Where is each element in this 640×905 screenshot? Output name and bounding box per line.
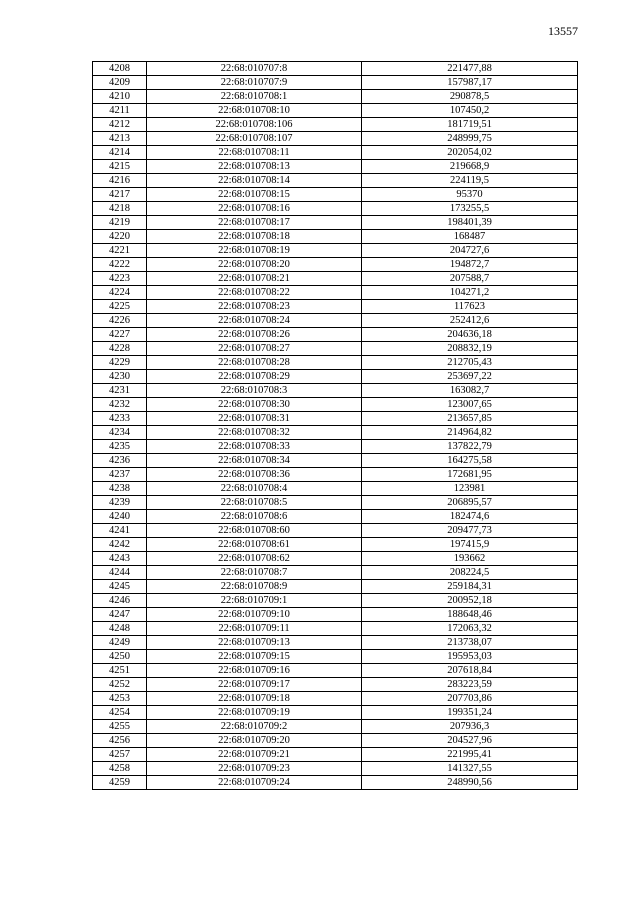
table-row xyxy=(93,580,578,594)
table-row xyxy=(93,174,578,188)
cadastral-value-cell: 224119,5 xyxy=(362,174,578,188)
cadastral-value-cell: 208224,5 xyxy=(362,566,578,580)
row-number-cell: 4222 xyxy=(93,258,147,272)
cadastral-value-cell: 172063,32 xyxy=(362,622,578,636)
cadastral-number-cell: 22:68:010708:10 xyxy=(147,104,362,118)
row-number-cell: 4225 xyxy=(93,300,147,314)
cadastral-value-cell: 221995,41 xyxy=(362,748,578,762)
cadastral-value-cell: 219668,9 xyxy=(362,160,578,174)
cadastral-value-cell: 200952,18 xyxy=(362,594,578,608)
cadastral-value-cell: 181719,51 xyxy=(362,118,578,132)
table-row xyxy=(93,62,578,76)
cadastral-value-cell: 137822,79 xyxy=(362,440,578,454)
table-row xyxy=(93,286,578,300)
cadastral-value-cell: 141327,55 xyxy=(362,762,578,776)
table-row xyxy=(93,160,578,174)
cadastral-value-cell: 206895,57 xyxy=(362,496,578,510)
cadastral-number-cell: 22:68:010708:9 xyxy=(147,580,362,594)
row-number-cell: 4224 xyxy=(93,286,147,300)
table-row xyxy=(93,734,578,748)
cadastral-number-cell: 22:68:010708:6 xyxy=(147,510,362,524)
cadastral-number-cell: 22:68:010709:21 xyxy=(147,748,362,762)
cadastral-number-cell: 22:68:010707:8 xyxy=(147,62,362,76)
table-row xyxy=(93,622,578,636)
cadastral-value-cell: 194872,7 xyxy=(362,258,578,272)
table-row xyxy=(93,328,578,342)
row-number-cell: 4216 xyxy=(93,174,147,188)
row-number-cell: 4214 xyxy=(93,146,147,160)
row-number-cell: 4233 xyxy=(93,412,147,426)
table-row xyxy=(93,202,578,216)
cadastral-number-cell: 22:68:010708:30 xyxy=(147,398,362,412)
cadastral-number-cell: 22:68:010708:4 xyxy=(147,482,362,496)
cadastral-number-cell: 22:68:010709:1 xyxy=(147,594,362,608)
cadastral-number-cell: 22:68:010708:33 xyxy=(147,440,362,454)
cadastral-value-cell: 193662 xyxy=(362,552,578,566)
row-number-cell: 4209 xyxy=(93,76,147,90)
row-number-cell: 4221 xyxy=(93,244,147,258)
row-number-cell: 4213 xyxy=(93,132,147,146)
cadastral-value-cell: 212705,43 xyxy=(362,356,578,370)
cadastral-value-cell: 207588,7 xyxy=(362,272,578,286)
cadastral-value-cell: 164275,58 xyxy=(362,454,578,468)
cadastral-number-cell: 22:68:010709:2 xyxy=(147,720,362,734)
row-number-cell: 4240 xyxy=(93,510,147,524)
cadastral-number-cell: 22:68:010709:11 xyxy=(147,622,362,636)
row-number-cell: 4232 xyxy=(93,398,147,412)
table-row xyxy=(93,720,578,734)
cadastral-value-cell: 290878,5 xyxy=(362,90,578,104)
row-number-cell: 4229 xyxy=(93,356,147,370)
cadastral-number-cell: 22:68:010708:31 xyxy=(147,412,362,426)
cadastral-value-cell: 198401,39 xyxy=(362,216,578,230)
table-row xyxy=(93,482,578,496)
cadastral-number-cell: 22:68:010708:62 xyxy=(147,552,362,566)
row-number-cell: 4257 xyxy=(93,748,147,762)
cadastral-number-cell: 22:68:010709:24 xyxy=(147,776,362,790)
row-number-cell: 4258 xyxy=(93,762,147,776)
table-row xyxy=(93,356,578,370)
cadastral-number-cell: 22:68:010709:23 xyxy=(147,762,362,776)
cadastral-value-cell: 214964,82 xyxy=(362,426,578,440)
cadastral-value-cell: 204527,96 xyxy=(362,734,578,748)
table-row xyxy=(93,566,578,580)
cadastral-number-cell: 22:68:010708:14 xyxy=(147,174,362,188)
table-row xyxy=(93,636,578,650)
table-row xyxy=(93,510,578,524)
table-row xyxy=(93,76,578,90)
table-row xyxy=(93,678,578,692)
table-row xyxy=(93,258,578,272)
cadastral-number-cell: 22:68:010708:16 xyxy=(147,202,362,216)
cadastral-number-cell: 22:68:010708:5 xyxy=(147,496,362,510)
cadastral-number-cell: 22:68:010709:16 xyxy=(147,664,362,678)
table-row xyxy=(93,664,578,678)
cadastral-number-cell: 22:68:010708:29 xyxy=(147,370,362,384)
table-row xyxy=(93,426,578,440)
table-row xyxy=(93,370,578,384)
cadastral-value-cell: 202054,02 xyxy=(362,146,578,160)
table-row xyxy=(93,412,578,426)
cadastral-number-cell: 22:68:010709:20 xyxy=(147,734,362,748)
table-row xyxy=(93,440,578,454)
cadastral-value-cell: 107450,2 xyxy=(362,104,578,118)
table-row xyxy=(93,104,578,118)
row-number-cell: 4250 xyxy=(93,650,147,664)
cadastral-value-cell: 199351,24 xyxy=(362,706,578,720)
row-number-cell: 4249 xyxy=(93,636,147,650)
cadastral-number-cell: 22:68:010708:21 xyxy=(147,272,362,286)
cadastral-value-cell: 157987,17 xyxy=(362,76,578,90)
cadastral-value-cell: 123007,65 xyxy=(362,398,578,412)
row-number-cell: 4239 xyxy=(93,496,147,510)
row-number-cell: 4226 xyxy=(93,314,147,328)
cadastral-value-cell: 283223,59 xyxy=(362,678,578,692)
cadastral-number-cell: 22:68:010708:13 xyxy=(147,160,362,174)
cadastral-value-cell: 253697,22 xyxy=(362,370,578,384)
table-row xyxy=(93,384,578,398)
table-body xyxy=(93,62,578,790)
cadastral-number-cell: 22:68:010708:34 xyxy=(147,454,362,468)
cadastral-number-cell: 22:68:010708:61 xyxy=(147,538,362,552)
cadastral-value-cell: 204727,6 xyxy=(362,244,578,258)
cadastral-number-cell: 22:68:010709:10 xyxy=(147,608,362,622)
page-number: 13557 xyxy=(548,24,578,38)
table-row xyxy=(93,398,578,412)
row-number-cell: 4254 xyxy=(93,706,147,720)
row-number-cell: 4234 xyxy=(93,426,147,440)
cadastral-number-cell: 22:68:010708:11 xyxy=(147,146,362,160)
row-number-cell: 4256 xyxy=(93,734,147,748)
table-row xyxy=(93,608,578,622)
cadastral-value-cell: 163082,7 xyxy=(362,384,578,398)
table-row xyxy=(93,776,578,790)
row-number-cell: 4237 xyxy=(93,468,147,482)
cadastral-number-cell: 22:68:010708:22 xyxy=(147,286,362,300)
cadastral-value-cell: 195953,03 xyxy=(362,650,578,664)
table-row xyxy=(93,314,578,328)
table-row xyxy=(93,650,578,664)
cadastral-number-cell: 22:68:010708:1 xyxy=(147,90,362,104)
cadastral-value-cell: 209477,73 xyxy=(362,524,578,538)
table-row xyxy=(93,90,578,104)
cadastral-value-cell: 172681,95 xyxy=(362,468,578,482)
cadastral-value-cell: 104271,2 xyxy=(362,286,578,300)
table-row xyxy=(93,524,578,538)
cadastral-number-cell: 22:68:010708:107 xyxy=(147,132,362,146)
table-row xyxy=(93,496,578,510)
table-row xyxy=(93,468,578,482)
row-number-cell: 4243 xyxy=(93,552,147,566)
cadastral-value-cell: 173255,5 xyxy=(362,202,578,216)
row-number-cell: 4211 xyxy=(93,104,147,118)
table-row xyxy=(93,300,578,314)
table-row xyxy=(93,748,578,762)
row-number-cell: 4241 xyxy=(93,524,147,538)
table-row xyxy=(93,188,578,202)
row-number-cell: 4235 xyxy=(93,440,147,454)
cadastral-number-cell: 22:68:010709:18 xyxy=(147,692,362,706)
row-number-cell: 4223 xyxy=(93,272,147,286)
cadastral-value-table xyxy=(92,61,578,790)
table-row xyxy=(93,538,578,552)
cadastral-number-cell: 22:68:010708:20 xyxy=(147,258,362,272)
cadastral-number-cell: 22:68:010708:18 xyxy=(147,230,362,244)
cadastral-value-cell: 197415,9 xyxy=(362,538,578,552)
row-number-cell: 4259 xyxy=(93,776,147,790)
table-row xyxy=(93,692,578,706)
row-number-cell: 4220 xyxy=(93,230,147,244)
cadastral-value-cell: 204636,18 xyxy=(362,328,578,342)
row-number-cell: 4215 xyxy=(93,160,147,174)
cadastral-value-cell: 168487 xyxy=(362,230,578,244)
table-row xyxy=(93,230,578,244)
table-row xyxy=(93,244,578,258)
cadastral-value-cell: 221477,88 xyxy=(362,62,578,76)
table-row xyxy=(93,552,578,566)
row-number-cell: 4244 xyxy=(93,566,147,580)
cadastral-value-cell: 123981 xyxy=(362,482,578,496)
cadastral-value-cell: 213657,85 xyxy=(362,412,578,426)
table-row xyxy=(93,146,578,160)
table-row xyxy=(93,454,578,468)
cadastral-value-cell: 95370 xyxy=(362,188,578,202)
cadastral-number-cell: 22:68:010708:106 xyxy=(147,118,362,132)
table-row xyxy=(93,132,578,146)
cadastral-value-cell: 252412,6 xyxy=(362,314,578,328)
cadastral-value-cell: 207618,84 xyxy=(362,664,578,678)
cadastral-value-cell: 248990,56 xyxy=(362,776,578,790)
table-row xyxy=(93,594,578,608)
cadastral-number-cell: 22:68:010708:60 xyxy=(147,524,362,538)
cadastral-value-cell: 207703,86 xyxy=(362,692,578,706)
row-number-cell: 4228 xyxy=(93,342,147,356)
row-number-cell: 4245 xyxy=(93,580,147,594)
cadastral-number-cell: 22:68:010708:24 xyxy=(147,314,362,328)
row-number-cell: 4219 xyxy=(93,216,147,230)
cadastral-number-cell: 22:68:010709:19 xyxy=(147,706,362,720)
row-number-cell: 4217 xyxy=(93,188,147,202)
cadastral-number-cell: 22:68:010708:19 xyxy=(147,244,362,258)
cadastral-number-cell: 22:68:010709:13 xyxy=(147,636,362,650)
row-number-cell: 4248 xyxy=(93,622,147,636)
cadastral-number-cell: 22:68:010708:3 xyxy=(147,384,362,398)
cadastral-value-cell: 117623 xyxy=(362,300,578,314)
cadastral-number-cell: 22:68:010708:23 xyxy=(147,300,362,314)
row-number-cell: 4238 xyxy=(93,482,147,496)
cadastral-number-cell: 22:68:010708:36 xyxy=(147,468,362,482)
cadastral-value-cell: 213738,07 xyxy=(362,636,578,650)
row-number-cell: 4242 xyxy=(93,538,147,552)
cadastral-value-cell: 182474,6 xyxy=(362,510,578,524)
cadastral-number-cell: 22:68:010708:26 xyxy=(147,328,362,342)
table-row xyxy=(93,706,578,720)
cadastral-number-cell: 22:68:010708:32 xyxy=(147,426,362,440)
row-number-cell: 4208 xyxy=(93,62,147,76)
row-number-cell: 4252 xyxy=(93,678,147,692)
row-number-cell: 4253 xyxy=(93,692,147,706)
cadastral-number-cell: 22:68:010708:15 xyxy=(147,188,362,202)
row-number-cell: 4255 xyxy=(93,720,147,734)
row-number-cell: 4210 xyxy=(93,90,147,104)
cadastral-value-cell: 248999,75 xyxy=(362,132,578,146)
cadastral-value-cell: 259184,31 xyxy=(362,580,578,594)
table-row xyxy=(93,118,578,132)
cadastral-number-cell: 22:68:010708:28 xyxy=(147,356,362,370)
row-number-cell: 4251 xyxy=(93,664,147,678)
table-row xyxy=(93,216,578,230)
cadastral-value-cell: 188648,46 xyxy=(362,608,578,622)
table-row xyxy=(93,272,578,286)
cadastral-number-cell: 22:68:010708:7 xyxy=(147,566,362,580)
table-row xyxy=(93,342,578,356)
cadastral-value-cell: 208832,19 xyxy=(362,342,578,356)
cadastral-value-cell: 207936,3 xyxy=(362,720,578,734)
row-number-cell: 4212 xyxy=(93,118,147,132)
row-number-cell: 4227 xyxy=(93,328,147,342)
row-number-cell: 4246 xyxy=(93,594,147,608)
table-row xyxy=(93,762,578,776)
cadastral-number-cell: 22:68:010709:15 xyxy=(147,650,362,664)
row-number-cell: 4236 xyxy=(93,454,147,468)
cadastral-number-cell: 22:68:010709:17 xyxy=(147,678,362,692)
row-number-cell: 4231 xyxy=(93,384,147,398)
cadastral-number-cell: 22:68:010707:9 xyxy=(147,76,362,90)
row-number-cell: 4218 xyxy=(93,202,147,216)
row-number-cell: 4230 xyxy=(93,370,147,384)
row-number-cell: 4247 xyxy=(93,608,147,622)
cadastral-number-cell: 22:68:010708:27 xyxy=(147,342,362,356)
cadastral-number-cell: 22:68:010708:17 xyxy=(147,216,362,230)
